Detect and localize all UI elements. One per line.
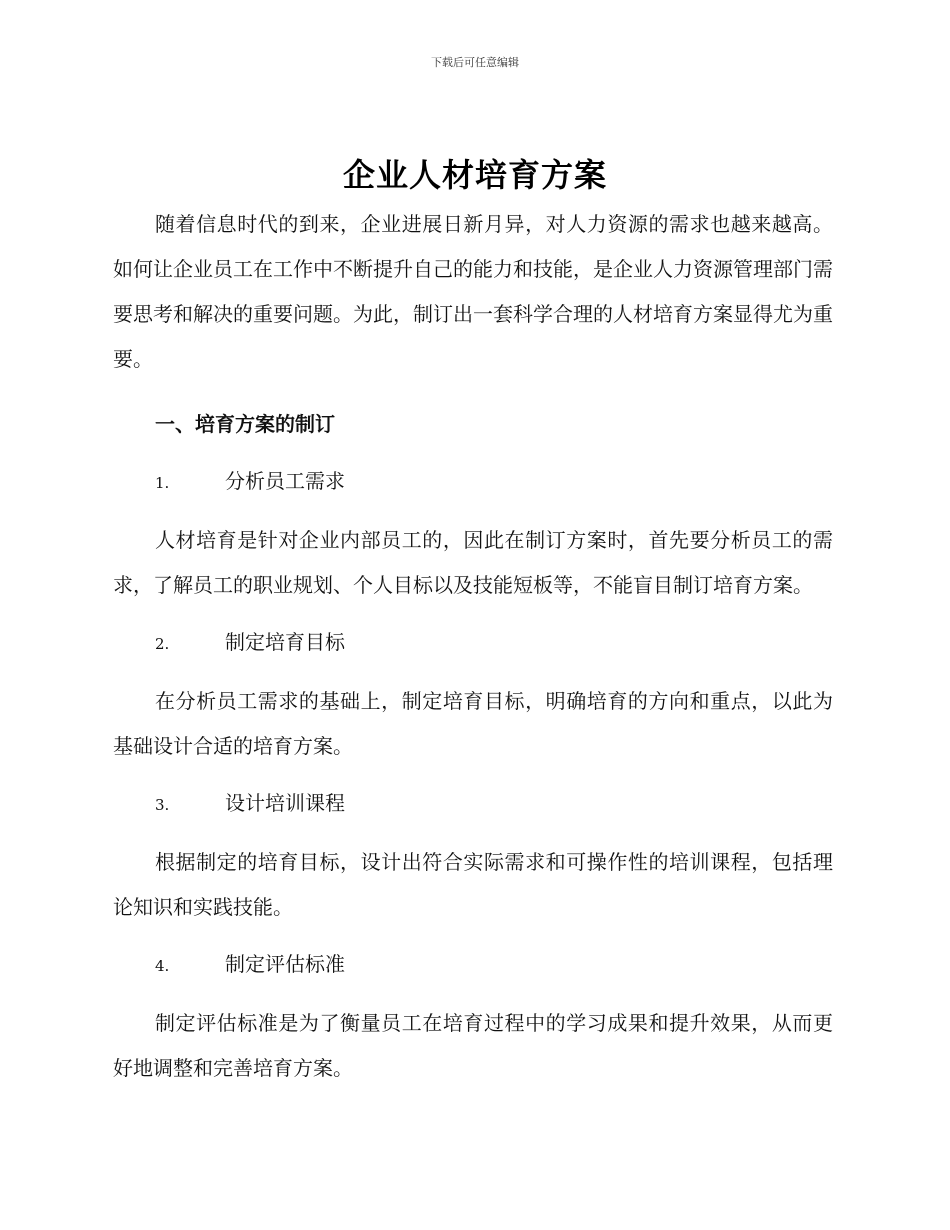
item-number: 1. xyxy=(155,474,170,492)
document-body xyxy=(113,202,833,1091)
item-number: 3. xyxy=(155,796,170,814)
item-title: 制定培育目标 xyxy=(225,630,345,654)
item-number: 4. xyxy=(155,957,170,975)
list-item-2 xyxy=(113,620,833,667)
intro-paragraph: 随着信息时代的到来，企业进展日新月异，对人力资源的需求也越来越高。如何让企业员工在工作中不断提升自己的能力和技能，是企业人力资源管理部门需要思考和解决的重要问题。为此，制订出一套科学合理的人材培育方案显得尤为重要。 xyxy=(113,212,833,371)
list-item-4 xyxy=(113,942,833,989)
item-number: 2. xyxy=(155,635,170,653)
header-note: 下载后可任意编辑 xyxy=(431,56,519,69)
item-title: 设计培训课程 xyxy=(225,791,345,815)
list-item-1 xyxy=(113,459,833,506)
section-heading: 一、培育方案的制订 xyxy=(155,412,335,436)
item-title: 制定评估标准 xyxy=(225,952,345,976)
item-title: 分析员工需求 xyxy=(225,469,345,493)
list-item-3 xyxy=(113,781,833,828)
item-paragraph-4: 制定评估标准是为了衡量员工在培育过程中的学习成果和提升效果，从而更好地调整和完善培育方案。 xyxy=(113,1011,833,1080)
document-title: 企业人材培育方案 xyxy=(342,156,607,194)
item-paragraph-2: 在分析员工需求的基础上，制定培育目标，明确培育的方向和重点，以此为基础设计合适的培育方案。 xyxy=(113,689,833,758)
item-paragraph-3: 根据制定的培育目标，设计出符合实际需求和可操作性的培训课程，包括理论知识和实践技能。 xyxy=(113,850,833,919)
item-paragraph-1: 人材培育是针对企业内部员工的，因此在制订方案时，首先要分析员工的需求，了解员工的职业规划、个人目标以及技能短板等，不能盲目制订培育方案。 xyxy=(113,528,833,597)
